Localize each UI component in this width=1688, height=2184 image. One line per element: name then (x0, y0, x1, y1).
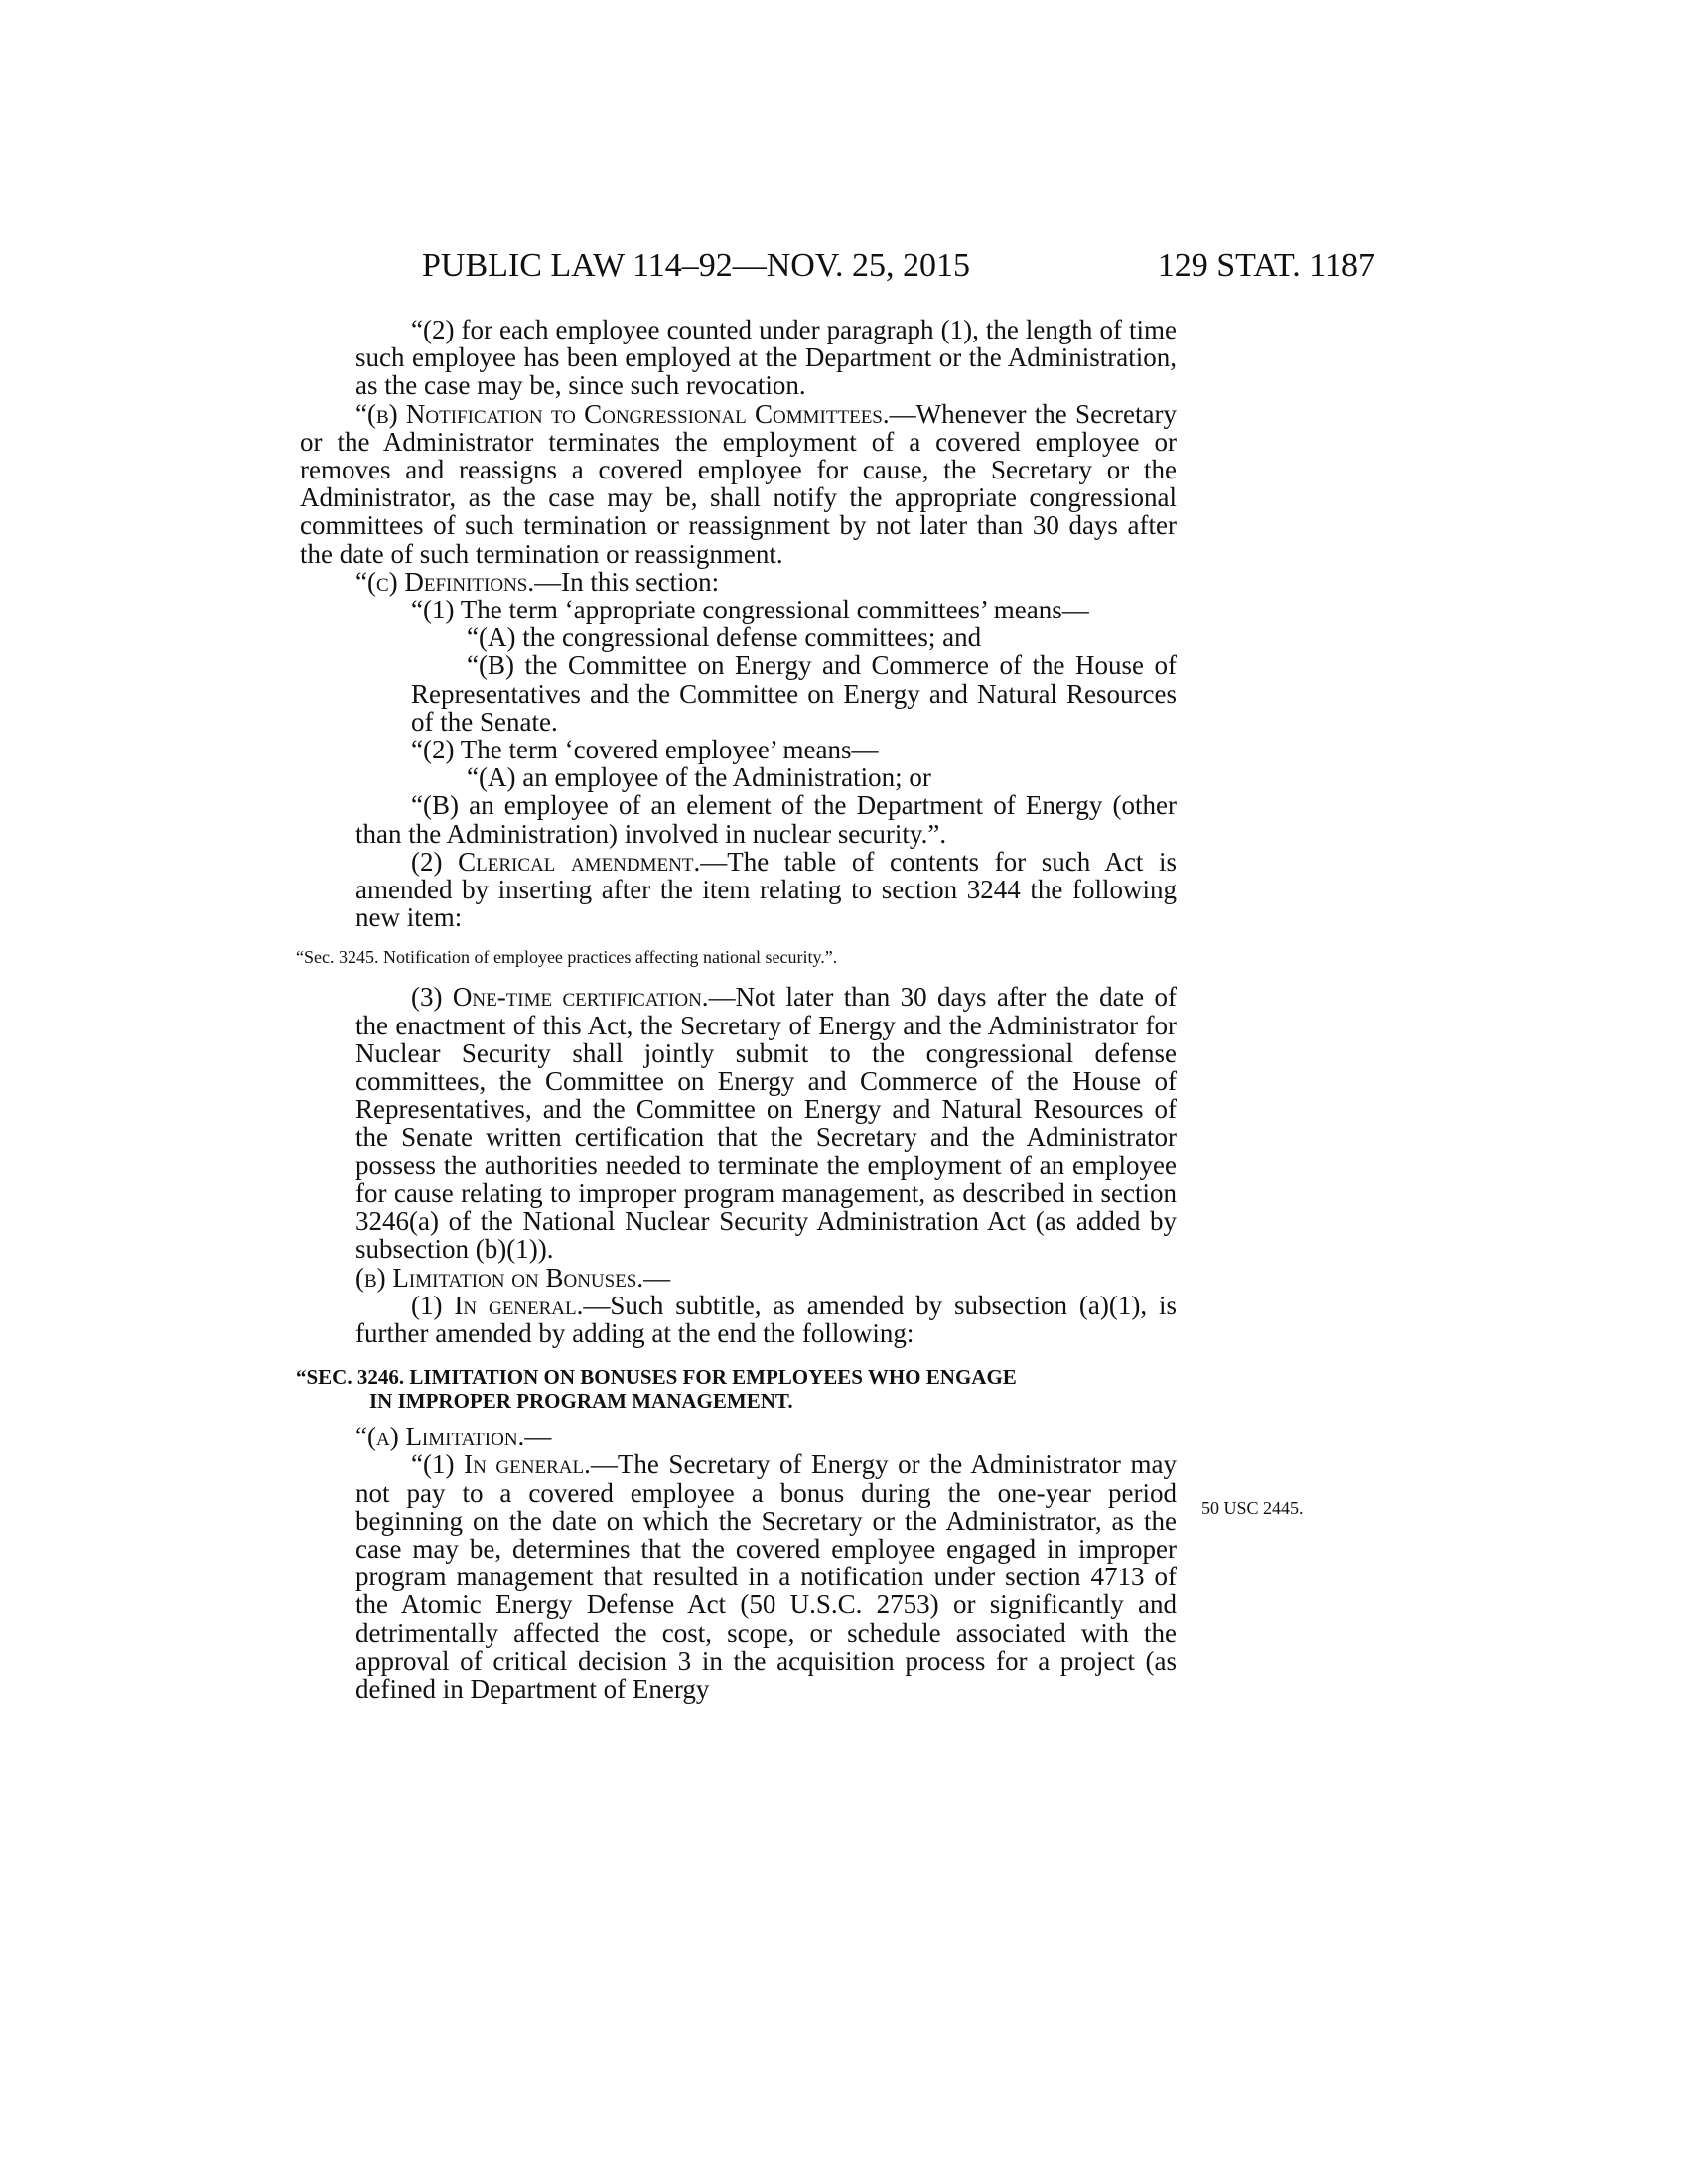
paragraph-3-text: —Not later than 30 days after the date of the enactment of this Act, the Secretary of Energy and the Administrator for Nuclear Security shall jointly submit to the congressional defense committees, the Committee on Energy and Commerce of the House of Representatives, and the Committee on Energy and Natural Resources of the Senate written certification that the Secretary and the Administrator possess the authorities needed to terminate the employment of an employee for cause relating to improper program management, as described in section 3246(a) of the National Nuclear Security Administration Act (as added by subsection (b)(1)). (355, 982, 1177, 1265)
paragraph-c1: “(1) The term ‘appropriate congressional committees’ means— (411, 595, 1089, 625)
paragraph-b1 (300, 1292, 1177, 1347)
toc-item: “Sec. 3245. Notification of employee practices affecting national security.”. (296, 947, 838, 968)
paragraph-c2b: “(B) an employee of an element of the Department of Energy (other than the Administration) involved in nuclear security.”. (355, 790, 1177, 849)
paragraph-b1-heading: (1) In general. (411, 1290, 584, 1320)
paragraph-b-bonuses-text: — (643, 1262, 671, 1293)
paragraph-section-a1-heading: “(1) In general. (411, 1449, 591, 1480)
paragraph-a2: “(2) for each employee counted under paragraph (1), the length of time such employee has been employed at the Department or the Administration, as the case may be, since such revocation. (355, 315, 1177, 401)
section-heading-line1: “SEC. 3246. LIMITATION ON BONUSES FOR EMPLOYEES WHO ENGAGE (296, 1365, 1017, 1390)
paragraph-b1-text: —Such subtitle, as amended by subsection (a)(1), is further amended by adding at the end the following: (355, 1290, 1177, 1348)
section-heading-line2: IN IMPROPER PROGRAM MANAGEMENT. (369, 1389, 793, 1414)
paragraph-b-bonuses (300, 1264, 1177, 1292)
paragraph-c1a: “(A) the congressional defense committees; and (467, 622, 982, 653)
paragraph-b-bonuses-heading: (b) Limitation on Bonuses. (355, 1262, 644, 1293)
paragraph-c2a: “(A) an employee of the Administration; or (467, 762, 931, 793)
paragraph-section-a1 (300, 1450, 1177, 1703)
margin-note-usc: 50 USC 2445. (1201, 1498, 1304, 1518)
paragraph-section-a-heading: “(a) Limitation. (355, 1422, 525, 1452)
paragraph-c-heading: “(c) Definitions. (355, 566, 535, 597)
paragraph-section-a (300, 1423, 1177, 1450)
statute-citation: 129 STAT. 1187 (1157, 247, 1375, 284)
paragraph-section-a-text: — (524, 1422, 552, 1452)
paragraph-c2: “(2) The term ‘covered employee’ means— (411, 735, 879, 765)
document-body (296, 315, 1177, 1704)
paragraph-c-text: —In this section: (534, 566, 720, 597)
paragraph-b-text: —Whenever the Secretary or the Administrator terminates the employment of a covered employee or removes and reassigns a covered employee for cause, the Secretary or the Administrator, as the case may be, shall notify the appropriate congressional committees of such termination or reassignment by not later than 30 days after the date of such termination or reassignment. (300, 398, 1177, 569)
paragraph-c-definitions (300, 568, 1177, 596)
paragraph-3-heading: (3) One-time certification. (411, 982, 709, 1013)
paragraph-b-heading: “(b) Notification to Congressional Committees. (355, 398, 890, 429)
paragraph-c1b: “(B) the Committee on Energy and Commerce of the House of Representatives and the Committee on Energy and Natural Resources of the Senate. (411, 650, 1177, 737)
paragraph-section-a1-text: —The Secretary of Energy or the Administrator may not pay to a covered employee a bonus during the one-year period beginning on the date on which the Secretary or the Administrator, as the case may be, determines that the covered employee engaged in improper program management that resulted in a notification under section 4713 of the Atomic Energy Defense Act (50 U.S.C. 2753) or significantly and detrimentally affected the cost, scope, or schedule associated with the approval of critical decision 3 in the acquisition process for a project (as defined in Department of Energy (355, 1449, 1177, 1704)
paragraph-2-clerical (300, 848, 1177, 932)
paragraph-2-text: —The table of contents for such Act is amended by inserting after the item relating to section 3244 the following new item: (355, 846, 1177, 933)
paragraph-3-certification (300, 983, 1177, 1263)
paragraph-2-heading: (2) Clerical amendment. (411, 846, 701, 877)
paragraph-b-notification (300, 400, 1177, 568)
running-head: PUBLIC LAW 114–92—NOV. 25, 2015 (422, 247, 971, 284)
page-header (422, 243, 1375, 288)
section-heading (296, 1365, 1177, 1413)
